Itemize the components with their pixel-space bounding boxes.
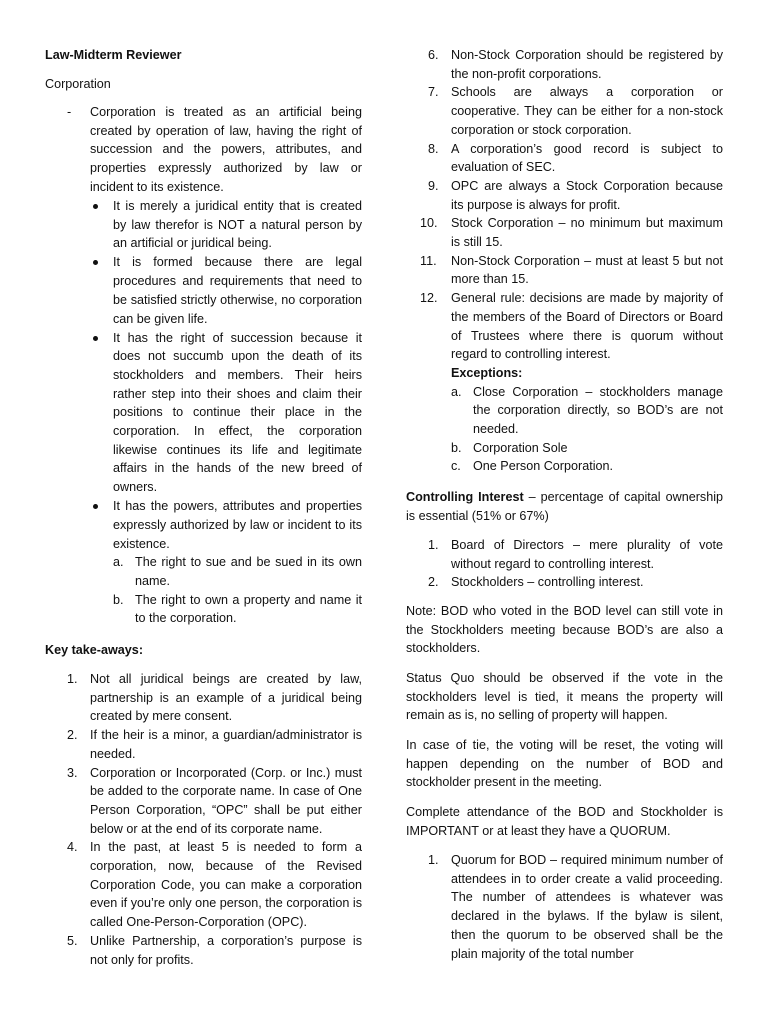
list-item: 1. Board of Directors – mere plurality of vote without regard to controlling interest. (428, 538, 723, 571)
list-item: It is formed because there are legal procedures and requirements that need to be satisfied strictly otherwise, no corporation can be given life. (45, 253, 362, 328)
list-item: a. The right to sue and be sued in its own name. (113, 555, 362, 588)
controlling-interest-term: Controlling Interest (406, 490, 524, 504)
list-item: 8. A corporation’s good record is subject to evaluation of SEC. (428, 141, 723, 175)
bullet-icon (93, 504, 98, 509)
attendance-paragraph: Complete attendance of the BOD and Stockholder is IMPORTANT or at least they have a QUORUM. (406, 805, 723, 838)
list-item: 11. Non-Stock Corporation – must at least 5 but not more than 15. (420, 253, 723, 287)
list-item: 4. In the past, at least 5 is needed to form a corporation, now, because of the Revised Corporation Code, you can make a corporation even if you’re only one person, the corporation is called One-Person-Corporation (OPC). (67, 840, 362, 930)
list-item: 5. Unlike Partnership, a corporation’s purpose is not only for profits. (67, 933, 362, 967)
list-item: 9. OPC are always a Stock Corporation because its purpose is always for profit. (428, 178, 723, 212)
list-item: It is merely a juridical entity that is created by law therefor is NOT a natural person by an artificial or juridical being. (45, 197, 362, 253)
section-heading-corporation: Corporation (45, 77, 111, 91)
exceptions-heading: Exceptions: (451, 365, 523, 380)
status-quo-paragraph: Status Quo should be observed if the vote in the stockholders level is tied, it means the property will remain as is, no selling of property will happen. (406, 671, 723, 723)
definition-text: Corporation is treated as an artificial being created by operation of law, having the right of succession and the powers, attributes, and properties expressly authorized by law or incident to its existence. (90, 105, 362, 194)
document-title: Law-Midterm Reviewer (45, 48, 182, 62)
list-item: 1. Quorum for BOD – required minimum number of attendees in to order create a valid proceeding. The number of attendees is whatever was declared in the bylaws. If the bylaw is silent, then the quorum to be observed shall be the plain majority of the total number (428, 853, 723, 961)
controlling-interest-paragraph: Controlling Interest – percentage of capital ownership is essential (51% or 67%) (406, 490, 723, 523)
list-item: a. Close Corporation – stockholders manage the corporation directly, so BOD’s are not needed. (451, 384, 723, 437)
list-item: 7. Schools are always a corporation or cooperative. They can be either for a non-stock corporation or stock corporation. (428, 85, 723, 137)
dash-marker: - (67, 105, 72, 119)
list-item: It has the powers, attributes and properties expressly authorized by law or incident to its existence. (45, 497, 362, 553)
list-item: 2. Stockholders – controlling interest. (428, 575, 644, 590)
bullet-icon (93, 260, 98, 265)
list-item: c. One Person Corporation. (451, 459, 614, 474)
note-paragraph: Note: BOD who voted in the BOD level can still vote in the Stockholders meeting because BOD’s are also a stockholders. (406, 604, 723, 656)
corporation-definition (45, 103, 362, 197)
list-item: 2. If the heir is a minor, a guardian/administrator is needed. (67, 728, 362, 761)
quorum-list (406, 851, 723, 963)
bullet-list (45, 197, 362, 628)
list-item: b. The right to own a property and name it to the corporation. (113, 592, 362, 626)
voting-list (406, 536, 723, 592)
tie-paragraph: In case of tie, the voting will be reset, the voting will happen depending on the number of BOD and stockholder present in the meeting. (406, 738, 723, 790)
takeaways-list (45, 670, 362, 969)
list-item: 10. Stock Corporation – no minimum but maximum is still 15. (420, 216, 723, 250)
list-item: 6. Non-Stock Corporation should be registered by the non-profit corporations. (428, 48, 723, 81)
bullet-icon (93, 336, 98, 341)
takeaways-list-continued (406, 46, 723, 476)
key-takeaways-heading: Key take-aways: (45, 643, 144, 657)
list-item: It has the right of succession because it does not succumb upon the death of its stockholders and members. Their heirs rather step into their shoes and claim their positions to continue their place in the corporation. In effect, the corporation likewise continues its life and legitimate affairs in the hands of the new breed of owners. (45, 329, 362, 497)
list-item: 1. Not all juridical beings are created by law, partnership is an example of a juridical being created by mere consent. (67, 672, 362, 724)
list-item: 3. Corporation or Incorporated (Corp. or Inc.) must be added to the corporate name. In case of One Person Corporation, “OPC” shall be put either below or at the end of its corporate name. (67, 765, 362, 836)
list-item: b. Corporation Sole (451, 440, 568, 455)
list-item: 12. General rule: decisions are made by majority of the members of the Board of Directors or Board of Trustees where there is quorum without regard to controlling interest. (420, 291, 723, 362)
bullet-icon (93, 204, 98, 209)
